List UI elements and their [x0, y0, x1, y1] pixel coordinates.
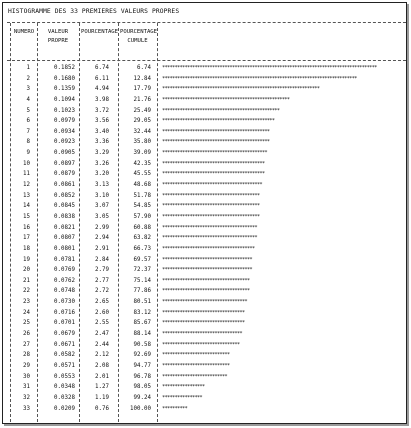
percentage: 3.05	[95, 213, 109, 220]
cumulative-percentage: 69.57	[133, 256, 151, 263]
table-row	[7, 329, 406, 340]
row-number: 25	[23, 320, 30, 327]
histogram-bar: ***************************************	[162, 213, 260, 220]
cumulative-percentage: 94.77	[133, 362, 151, 369]
table-header	[7, 23, 406, 61]
histogram-bar: ****************	[162, 394, 202, 401]
row-number: 5	[26, 107, 30, 114]
table-row	[7, 318, 406, 329]
percentage: 3.13	[95, 182, 109, 189]
histogram-bar: *********************************	[162, 320, 245, 327]
header-valeur-line2: PROPRE	[47, 38, 69, 44]
cumulative-percentage: 92.69	[133, 352, 151, 359]
cumulative-percentage: 57.90	[133, 213, 151, 220]
histogram-bar: ******************************************	[162, 150, 267, 157]
histogram-bar: ***********************************	[162, 288, 250, 295]
table-row	[7, 286, 406, 297]
table-row	[7, 372, 406, 383]
histogram-bar: **************************************	[162, 224, 257, 231]
percentage: 1.19	[95, 394, 109, 401]
cumulative-percentage: 90.58	[133, 341, 151, 348]
eigenvalue: 0.0716	[54, 309, 75, 316]
eigenvalue: 0.0879	[54, 171, 75, 178]
histogram-bar: ****************************************	[162, 182, 262, 189]
row-number: 1	[26, 65, 30, 71]
histogram-bar: ***********************************	[162, 277, 250, 284]
eigenvalue: 0.0679	[54, 331, 75, 338]
eigenvalue: 0.0762	[54, 277, 75, 284]
row-number: 7	[26, 128, 30, 135]
eigenvalue-table	[7, 22, 406, 421]
row-number: 9	[26, 150, 30, 157]
eigenvalue: 0.0934	[54, 128, 75, 135]
cumulative-percentage: 88.14	[133, 331, 151, 338]
table-row	[7, 95, 406, 106]
eigenvalue: 0.1359	[54, 86, 75, 93]
percentage: 2.79	[95, 267, 109, 274]
eigenvalue: 0.0845	[54, 203, 75, 210]
histogram-bar: ***************************************************************	[162, 86, 320, 93]
row-number: 8	[26, 139, 30, 146]
cumulative-percentage: 85.67	[133, 320, 151, 327]
eigenvalue: 0.0923	[54, 139, 75, 146]
percentage: 2.08	[95, 362, 109, 369]
percentage: 0.76	[95, 405, 109, 412]
row-number: 10	[23, 160, 30, 167]
percentage: 6.74	[95, 65, 109, 71]
percentage: 3.56	[95, 118, 109, 125]
row-number: 20	[23, 267, 30, 274]
percentage: 6.11	[95, 75, 109, 82]
cumulative-percentage: 17.79	[133, 86, 151, 93]
table-row	[7, 116, 406, 127]
histogram-bar: ***********************************************	[162, 107, 280, 114]
histogram-bar: ***************************************************	[162, 96, 290, 103]
histogram-bar: **************************	[162, 373, 227, 380]
cumulative-percentage: 21.76	[133, 96, 151, 103]
percentage: 3.72	[95, 107, 109, 114]
cumulative-percentage: 72.37	[133, 267, 151, 274]
table-row	[7, 106, 406, 117]
table-row	[7, 74, 406, 85]
histogram-bar: ***************************	[162, 362, 230, 369]
histogram-bar: ***************************************	[162, 203, 260, 210]
percentage: 3.98	[95, 96, 109, 103]
eigenvalue: 0.0730	[54, 299, 75, 306]
cumulative-percentage: 66.73	[133, 245, 151, 252]
row-number: 21	[23, 277, 30, 284]
table-row	[7, 169, 406, 180]
table-row	[7, 212, 406, 223]
row-number: 23	[23, 299, 30, 306]
eigenvalue: 0.0801	[54, 245, 75, 252]
cumulative-percentage: 60.88	[133, 224, 151, 231]
table-row	[7, 148, 406, 159]
table-row	[7, 223, 406, 234]
cumulative-percentage: 77.86	[133, 288, 151, 295]
row-number: 2	[26, 75, 30, 82]
histogram-bar: *********************************************	[162, 118, 275, 125]
histogram-bar: *******************************	[162, 341, 240, 348]
percentage: 2.91	[95, 245, 109, 252]
header-numero: NUMERO	[13, 29, 35, 35]
eigenvalue: 0.0582	[54, 352, 75, 359]
table-row	[7, 350, 406, 361]
eigenvalue: 0.0905	[54, 150, 75, 157]
percentage: 1.27	[95, 384, 109, 391]
row-number: 19	[23, 256, 30, 263]
table-row	[7, 404, 406, 415]
header-cumule-line2: CUMULE	[127, 38, 148, 44]
histogram-bar: **********************************	[162, 299, 247, 306]
histogram-bar: ***************************	[162, 352, 230, 359]
eigenvalue: 0.0348	[54, 384, 75, 391]
row-number: 29	[23, 362, 30, 369]
cumulative-percentage: 80.51	[133, 299, 151, 306]
histogram-bar: ***************************************	[162, 192, 260, 199]
cumulative-percentage: 45.55	[133, 171, 151, 178]
header-pourcentage-cumule	[120, 28, 158, 46]
table-row	[7, 308, 406, 319]
row-number: 33	[23, 405, 30, 412]
histogram-bar: ************************************	[162, 267, 252, 274]
percentage: 2.55	[95, 320, 109, 327]
table-row	[7, 297, 406, 308]
cumulative-percentage: 75.14	[133, 277, 151, 284]
cumulative-percentage: 99.24	[133, 394, 151, 401]
row-number: 31	[23, 384, 30, 391]
row-number: 4	[26, 96, 30, 103]
row-number: 14	[23, 203, 30, 210]
percentage: 3.29	[95, 150, 109, 157]
row-number: 27	[23, 341, 30, 348]
cumulative-percentage: 48.68	[133, 182, 151, 189]
eigenvalue: 0.0821	[54, 224, 75, 231]
eigenvalue: 0.0769	[54, 267, 75, 274]
cumulative-percentage: 39.09	[133, 150, 151, 157]
cumulative-percentage: 25.49	[133, 107, 151, 114]
cumulative-percentage: 98.05	[133, 384, 151, 391]
histogram-bar: **************************************************************************************	[162, 65, 377, 71]
row-number: 26	[23, 331, 30, 338]
table-row	[7, 63, 406, 74]
percentage: 3.36	[95, 139, 109, 146]
header-valeur-line1: VALEUR	[47, 29, 69, 35]
cumulative-percentage: 63.82	[133, 235, 151, 242]
eigenvalue: 0.0852	[54, 192, 75, 199]
percentage: 3.26	[95, 160, 109, 167]
row-number: 32	[23, 394, 30, 401]
cumulative-percentage: 29.05	[133, 118, 151, 125]
row-number: 13	[23, 192, 30, 199]
table-row	[7, 255, 406, 266]
cumulative-percentage: 100.00	[130, 405, 151, 412]
eigenvalue: 0.0209	[54, 405, 75, 412]
histogram-bar: ********************************	[162, 331, 242, 338]
table-row	[7, 191, 406, 202]
percentage: 2.65	[95, 299, 109, 306]
eigenvalue: 0.0671	[54, 341, 75, 348]
eigenvalue: 0.0328	[54, 394, 75, 401]
eigenvalue: 0.0897	[54, 160, 75, 167]
row-number: 30	[23, 373, 30, 380]
header-valeur-propre	[40, 28, 76, 46]
table-row	[7, 201, 406, 212]
eigenvalue: 0.0979	[54, 118, 75, 125]
eigenvalue: 0.1852	[54, 65, 75, 71]
table-row	[7, 340, 406, 351]
eigenvalue: 0.1680	[54, 75, 75, 82]
eigenvalue: 0.0838	[54, 213, 75, 220]
histogram-bar: *******************************************	[162, 139, 270, 146]
eigenvalue: 0.0781	[54, 256, 75, 263]
row-number: 24	[23, 309, 30, 316]
percentage: 2.84	[95, 256, 109, 263]
histogram-bar: **************************************	[162, 235, 257, 242]
table-row	[7, 393, 406, 404]
row-number: 3	[26, 86, 30, 93]
eigenvalue: 0.1023	[54, 107, 75, 114]
percentage: 2.47	[95, 331, 109, 338]
percentage: 3.07	[95, 203, 109, 210]
row-number: 17	[23, 235, 30, 242]
cumulative-percentage: 54.85	[133, 203, 151, 210]
histogram-bar: ************************************	[162, 256, 252, 263]
row-number: 22	[23, 288, 30, 295]
eigenvalue: 0.0807	[54, 235, 75, 242]
page-title: HISTOGRAMME DES 33 PREMIERES VALEURS PROPRES	[8, 8, 180, 15]
row-number: 16	[23, 224, 30, 231]
eigenvalue: 0.0571	[54, 362, 75, 369]
header-pourcentage: POURCENTAGE	[81, 29, 119, 35]
histogram-bar: *************************************	[162, 245, 255, 252]
row-number: 15	[23, 213, 30, 220]
cumulative-percentage: 32.44	[133, 128, 151, 135]
percentage: 2.99	[95, 224, 109, 231]
table-body	[7, 63, 406, 414]
percentage: 2.44	[95, 341, 109, 348]
percentage: 2.72	[95, 288, 109, 295]
table-row	[7, 265, 406, 276]
histogram-bar: *******************************************	[162, 128, 270, 135]
cumulative-percentage: 42.35	[133, 160, 151, 167]
table-row	[7, 84, 406, 95]
eigenvalue: 0.0553	[54, 373, 75, 380]
cumulative-percentage: 51.78	[133, 192, 151, 199]
row-number: 12	[23, 182, 30, 189]
cumulative-percentage: 96.78	[133, 373, 151, 380]
percentage: 4.94	[95, 86, 109, 93]
eigenvalue: 0.0701	[54, 320, 75, 327]
cumulative-percentage: 12.84	[133, 75, 151, 82]
eigenvalue: 0.0861	[54, 182, 75, 189]
histogram-bar: *****************	[162, 384, 205, 391]
histogram-bar: *****************************************	[162, 171, 265, 178]
row-number: 6	[26, 118, 30, 125]
percentage: 2.01	[95, 373, 109, 380]
histogram-bar: **********	[162, 405, 187, 412]
row-number: 11	[23, 171, 30, 178]
row-number: 18	[23, 245, 30, 252]
table-row	[7, 180, 406, 191]
histogram-frame	[2, 2, 407, 424]
header-cumule-line1: POURCENTAGE	[120, 29, 158, 35]
cumulative-percentage: 83.12	[133, 309, 151, 316]
table-row	[7, 233, 406, 244]
percentage: 3.40	[95, 128, 109, 135]
histogram-bar: *********************************	[162, 309, 245, 316]
cumulative-percentage: 6.74	[137, 65, 151, 71]
table-row	[7, 382, 406, 393]
table-row	[7, 127, 406, 138]
table-row	[7, 159, 406, 170]
percentage: 2.94	[95, 235, 109, 242]
eigenvalue: 0.1094	[54, 96, 75, 103]
percentage: 2.77	[95, 277, 109, 284]
cumulative-percentage: 35.80	[133, 139, 151, 146]
percentage: 2.12	[95, 352, 109, 359]
percentage: 2.60	[95, 309, 109, 316]
table-row	[7, 137, 406, 148]
percentage: 3.20	[95, 171, 109, 178]
histogram-bar: ******************************************************************************	[162, 75, 357, 82]
row-number: 28	[23, 352, 30, 359]
table-row	[7, 276, 406, 287]
percentage: 3.10	[95, 192, 109, 199]
eigenvalue: 0.0748	[54, 288, 75, 295]
histogram-bar: *****************************************	[162, 160, 265, 167]
table-row	[7, 244, 406, 255]
table-row	[7, 361, 406, 372]
